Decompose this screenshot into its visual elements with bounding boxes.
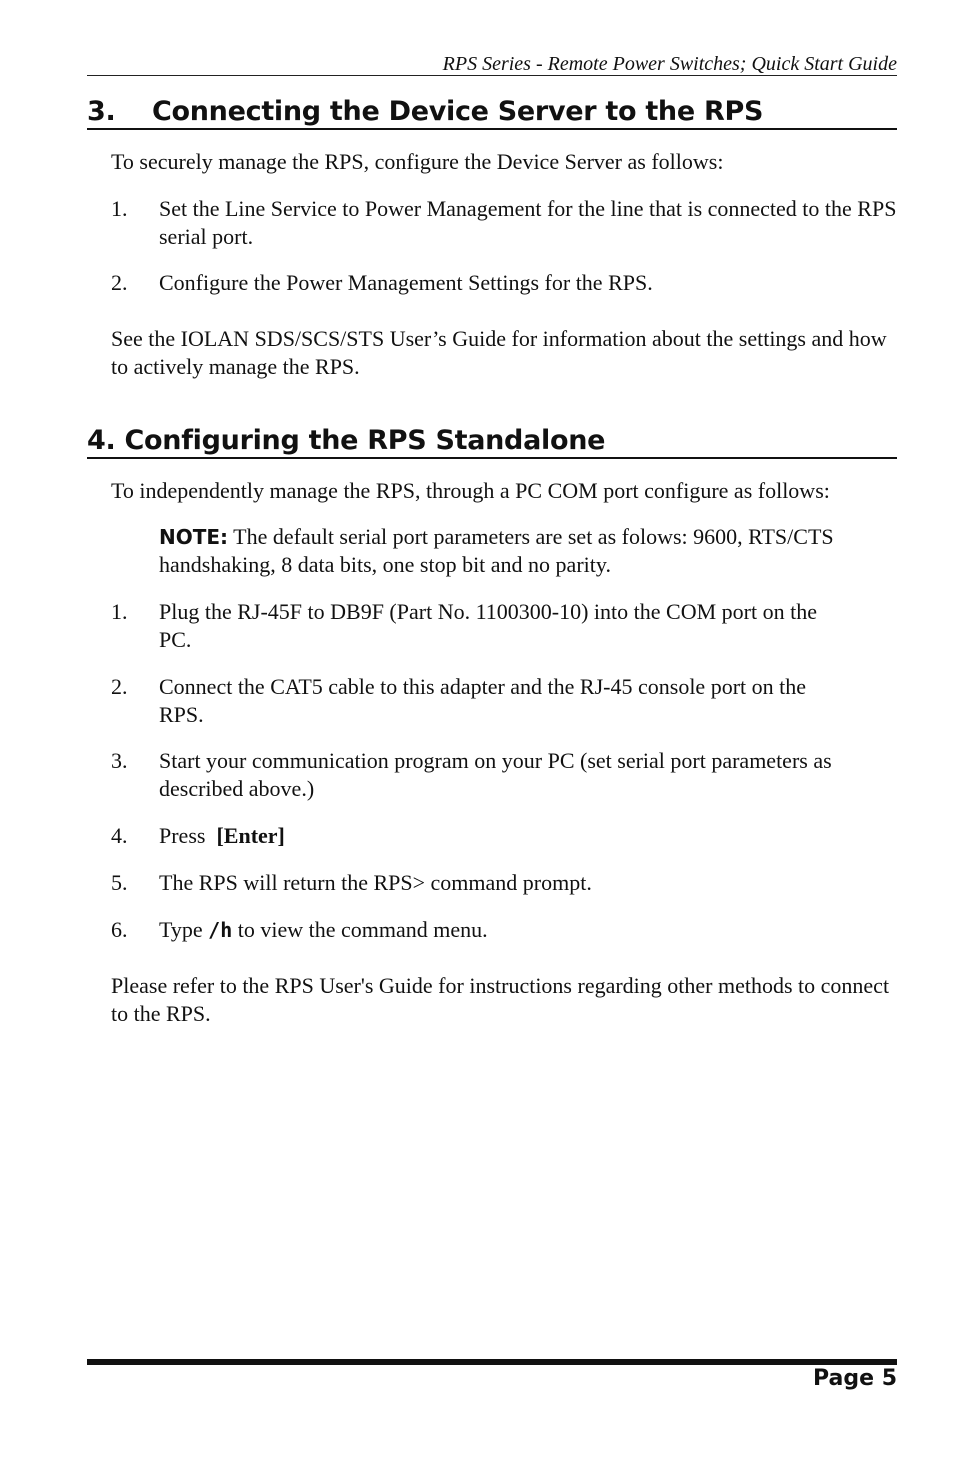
section-4-step bbox=[111, 598, 897, 654]
step-number: 2. bbox=[111, 674, 128, 699]
section-3-outro: See the IOLAN SDS/SCS/STS User’s Guide for information about the settings and how to actively manage the RPS. bbox=[111, 326, 887, 379]
step-number: 5. bbox=[111, 870, 128, 895]
section-3-step bbox=[111, 195, 897, 251]
section-3-step bbox=[111, 269, 897, 297]
section-3-heading bbox=[87, 96, 897, 130]
step-number: 1. bbox=[111, 599, 128, 624]
step-text-prefix: Type bbox=[159, 917, 209, 942]
help-command: /h bbox=[208, 918, 233, 942]
step-text: Plug the RJ-45F to DB9F (Part No. 1100300-10) into the COM port on the PC. bbox=[159, 599, 817, 652]
section-4-step bbox=[111, 747, 897, 803]
section-4-step bbox=[111, 673, 897, 729]
step-text: Configure the Power Management Settings for the RPS. bbox=[159, 270, 653, 295]
step-text bbox=[159, 822, 897, 850]
step-text: The RPS will return the RPS> command prompt. bbox=[159, 870, 592, 895]
step-text: Connect the CAT5 cable to this adapter and the RJ-45 console port on the RPS. bbox=[159, 674, 807, 727]
step-text bbox=[159, 916, 897, 944]
footer-rule bbox=[87, 1359, 897, 1365]
section-4-step bbox=[111, 916, 897, 944]
step-number: 6. bbox=[111, 917, 128, 942]
section-3-number: 3. bbox=[87, 96, 116, 127]
section-4-intro: To independently manage the RPS, through a PC COM port configure as follows: bbox=[111, 478, 830, 503]
step-text-suffix: to view the command menu. bbox=[232, 917, 488, 942]
step-text: Set the Line Service to Power Management for the line that is connected to the RPS serial port. bbox=[159, 196, 897, 249]
step-text-prefix: Press bbox=[159, 823, 217, 848]
step-number: 2. bbox=[111, 270, 128, 295]
running-header: RPS Series - Remote Power Switches; Quick Start Guide bbox=[442, 53, 897, 75]
page-number: Page 5 bbox=[812, 1366, 897, 1391]
note-block bbox=[159, 523, 834, 579]
step-number: 3. bbox=[111, 748, 128, 773]
step-number: 4. bbox=[111, 823, 128, 848]
section-4-step bbox=[111, 822, 897, 850]
section-4-outro: Please refer to the RPS User's Guide for instructions regarding other methods to connect to the RPS. bbox=[111, 973, 890, 1026]
note-label: NOTE: bbox=[159, 525, 229, 549]
header-rule bbox=[87, 75, 897, 76]
enter-key-label: [Enter] bbox=[216, 823, 285, 848]
note-text: The default serial port parameters are set as folows: 9600, RTS/CTS handshaking, 8 data bits, one stop bit and no parity. bbox=[159, 524, 834, 577]
section-3-title: Connecting the Device Server to the RPS bbox=[152, 96, 764, 127]
step-number: 1. bbox=[111, 196, 128, 221]
section-3-intro: To securely manage the RPS, configure the Device Server as follows: bbox=[111, 149, 724, 174]
section-4-heading: 4. Configuring the RPS Standalone bbox=[87, 425, 897, 459]
section-4-step bbox=[111, 869, 897, 897]
step-text: Start your communication program on your PC (set serial port parameters as described above.) bbox=[159, 748, 832, 801]
